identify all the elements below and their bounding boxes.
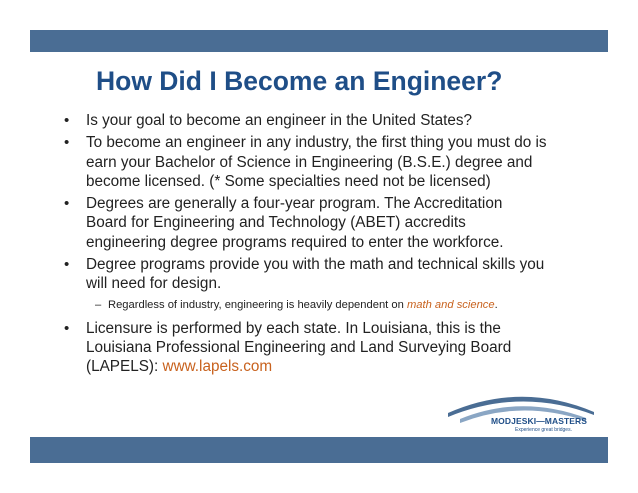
bullet-list — [64, 111, 584, 380]
sub-bullet-suffix: . — [494, 298, 498, 311]
bullet-line: will need for design. — [86, 275, 222, 293]
slide-title: How Did I Become an Engineer? — [96, 66, 503, 96]
bullet-line: Degrees are generally a four-year program. The Accreditation — [86, 195, 503, 213]
bullet-line: engineering degree programs required to enter the workforce. — [86, 233, 504, 251]
bullet-item — [64, 255, 584, 294]
logo-tagline: Experience great bridges. — [515, 427, 572, 433]
bullet-line: To become an engineer in any industry, the first thing you must do is — [86, 134, 547, 152]
sub-bullet-text: Regardless of industry, engineering is heavily dependent on — [108, 298, 407, 311]
bullet-line: become licensed. (* Some specialties need not be licensed) — [86, 172, 491, 190]
bullet-line: (LAPELS): — [86, 358, 163, 376]
bullet-line: Louisiana Professional Engineering and Land Surveying Board — [86, 338, 512, 356]
bullet-item — [64, 111, 584, 130]
sub-bullet-highlight: math and science — [406, 298, 495, 311]
company-logo — [446, 393, 596, 437]
bullet-item — [64, 133, 584, 191]
bottom-decorative-band — [30, 437, 608, 463]
bullet-line: Board for Engineering and Technology (ABET) accredits — [86, 214, 466, 232]
logo-name: MODJESKI—MASTERS — [491, 416, 588, 426]
bullet-line: Is your goal to become an engineer in the United States? — [86, 112, 473, 129]
bullet-line: earn your Bachelor of Science in Engineering (B.S.E.) degree and — [86, 153, 533, 171]
bullet-item — [64, 319, 584, 377]
bullet-item — [64, 194, 584, 252]
top-decorative-band — [30, 30, 608, 52]
bullet-line: Degree programs provide you with the math and technical skills you — [86, 256, 545, 274]
lapels-link[interactable]: www.lapels.com — [162, 358, 273, 376]
sub-bullet-item — [64, 297, 584, 313]
bullet-line: Licensure is performed by each state. In Louisiana, this is the — [86, 319, 501, 337]
